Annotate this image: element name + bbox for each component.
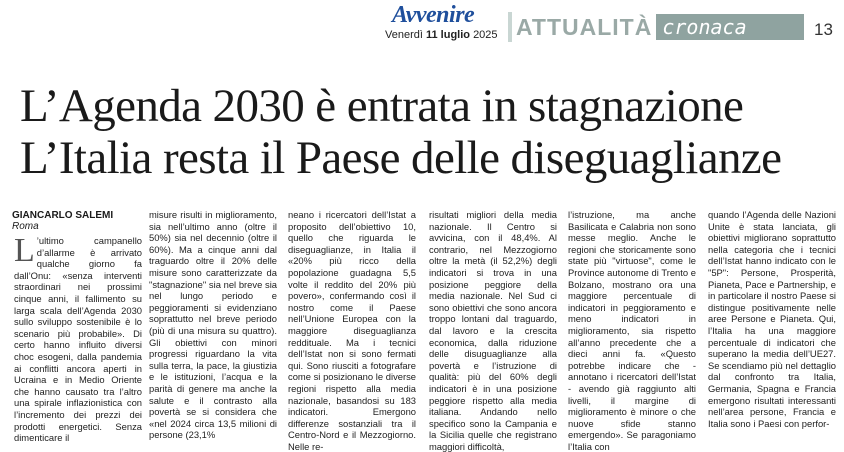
author-name: GIANCARLO SALEMI — [12, 210, 114, 221]
column-text: l’istruzione, ma anche Basilicata e Calabria non sono messe meglio. Anche le regioni che storicamente sono state più "virtuose", come le Province autonome di Trento e Bolzano, mostrano ora una maggiore percentuale di indicatori in peggioramento e meno indicatori in miglioramento, sia rispetto all’anno precedente che a dieci anni fa. «Questo potrebbe indicare che - annotano i ricercatori dell’Istat - avendo già raggiunto alti livelli, il margine di miglioramento è minore o che nuove sfide stanno emergendo». Se paragoniamo l’Italia con — [568, 209, 696, 452]
body-column-1 — [14, 232, 142, 444]
column-text: ’ultimo campanello d’allarme è arrivato qualche giorno fa dall’Onu: «senza interventi straordinari nei prossimi cinque anni, il fallimento su larga scala dell’Agenda 2030 sullo sviluppo sostenibile è lo scenario più probabile». Di certo hanno influito diversi choc esogeni, dalla pandemia ai conflitti ancora aperti in Ucraina e in Medio Oriente che hanno causato tra l’altro una spirale inflazionistica con l’incremento dei prezzi dei prodotti energetici. Senza dimenticare il — [14, 235, 142, 444]
newspaper-logo: Avvenire — [392, 2, 475, 28]
body-column-3 — [288, 209, 416, 452]
headline-line-1: L’Agenda 2030 è entrata in stagnazione — [20, 80, 744, 132]
article-headline — [20, 80, 840, 184]
body-column-6 — [708, 209, 836, 429]
page-header — [0, 0, 844, 60]
column-text: neano i ricercatori dell’Istat a proposito dell’obiettivo 10, quello che riguarda le diseguaglianze, in Italia il «20% più ricco della popolazione guadagna 5,5 volte il reddito del 20% più povero», confermando così il nostro come il Paese nell’Unione Europea con la maggiore diseguaglianza reddituale. Ma i tecnici dell’Istat non si sono fermati qui. Sono riusciti a fotografare come si posizionano le diverse regioni rispetto alla media nazionale, basandosi su 183 indicatori. Emergono differenze sostanziali tra il Centro-Nord e il Mezzogiorno. Nelle re- — [288, 209, 416, 452]
body-column-2 — [149, 209, 277, 441]
article-body — [0, 209, 844, 452]
drop-cap: L — [14, 232, 35, 269]
section-title: ATTUALITÀ — [508, 12, 652, 42]
issue-date — [385, 28, 498, 42]
section-banner — [508, 12, 804, 42]
headline-line-2: L’Italia resta il Paese delle diseguaglianze — [20, 132, 782, 184]
column-text: risultati migliori della media nazionale. Il Centro si avvicina, con il 48,4%. Al contrario, nel Mezzogiorno oltre la metà (il 52,2%) degli indicatori si trova in una posizione peggiore della media nazionale. Nel Sud ci sono obiettivi che sono ancora troppo lontani dal traguardo, dal lavoro e la crescita economica, dalla riduzione delle disuguaglianze alla povertà e l’istruzione di qualità: più del 60% degli indicatori è in una posizione peggiore rispetto alla media italiana. Andando nello specifico sono la Campania e la Sicilia quelle che registrano maggiori difficoltà, — [429, 209, 557, 452]
date-year: 2025 — [473, 29, 498, 41]
body-column-4 — [429, 209, 557, 452]
body-column-5 — [568, 209, 696, 452]
dateline-place: Roma — [12, 221, 39, 232]
date-day-month: 11 luglio — [425, 29, 470, 41]
page-number: 13 — [814, 20, 833, 39]
subsection-title: cronaca — [656, 14, 804, 40]
column-text: quando l’Agenda delle Nazioni Unite è stata lanciata, gli obiettivi migliorano soprattutto nella categoria che i tecnici dell’Istat hanno indicato con le "5P": Persone, Prosperità, Pianeta, Pace e Partnership, e in particolare il nostro Paese si distingue positivamente nelle aree Persone e Pianeta. Qui, l’Italia ha una maggiore percentuale di indicatori che superano la media dell’UE27. Se scendiamo più nel dettaglio dal confronto tra Italia, Germania, Spagna e Francia emergono risultati interessanti nell’area persone, Francia e Italia sono i Paesi con perfor- — [708, 209, 836, 429]
date-weekday: Venerdì — [385, 29, 423, 41]
column-text: misure risulti in miglioramento, sia nell’ultimo anno (oltre il 50%) sia nel decennio (oltre il 60%). Ma a cinque anni dal traguardo oltre il 20% delle misure sono caratterizzate da "stagnazione" sia nel breve sia nel lungo periodo e peggioramenti si evidenziano soprattutto nel breve periodo (più di una misura su quattro). Gli obiettivi con minori progressi riguardano la vita sulla terra, la pace, la giustizia e le istituzioni, l’acqua e la parità di genere ma anche la salute e il contrasto alla povertà se si considera che «nel 2024 circa 13,5 milioni di persone (23,1% — [149, 209, 277, 441]
